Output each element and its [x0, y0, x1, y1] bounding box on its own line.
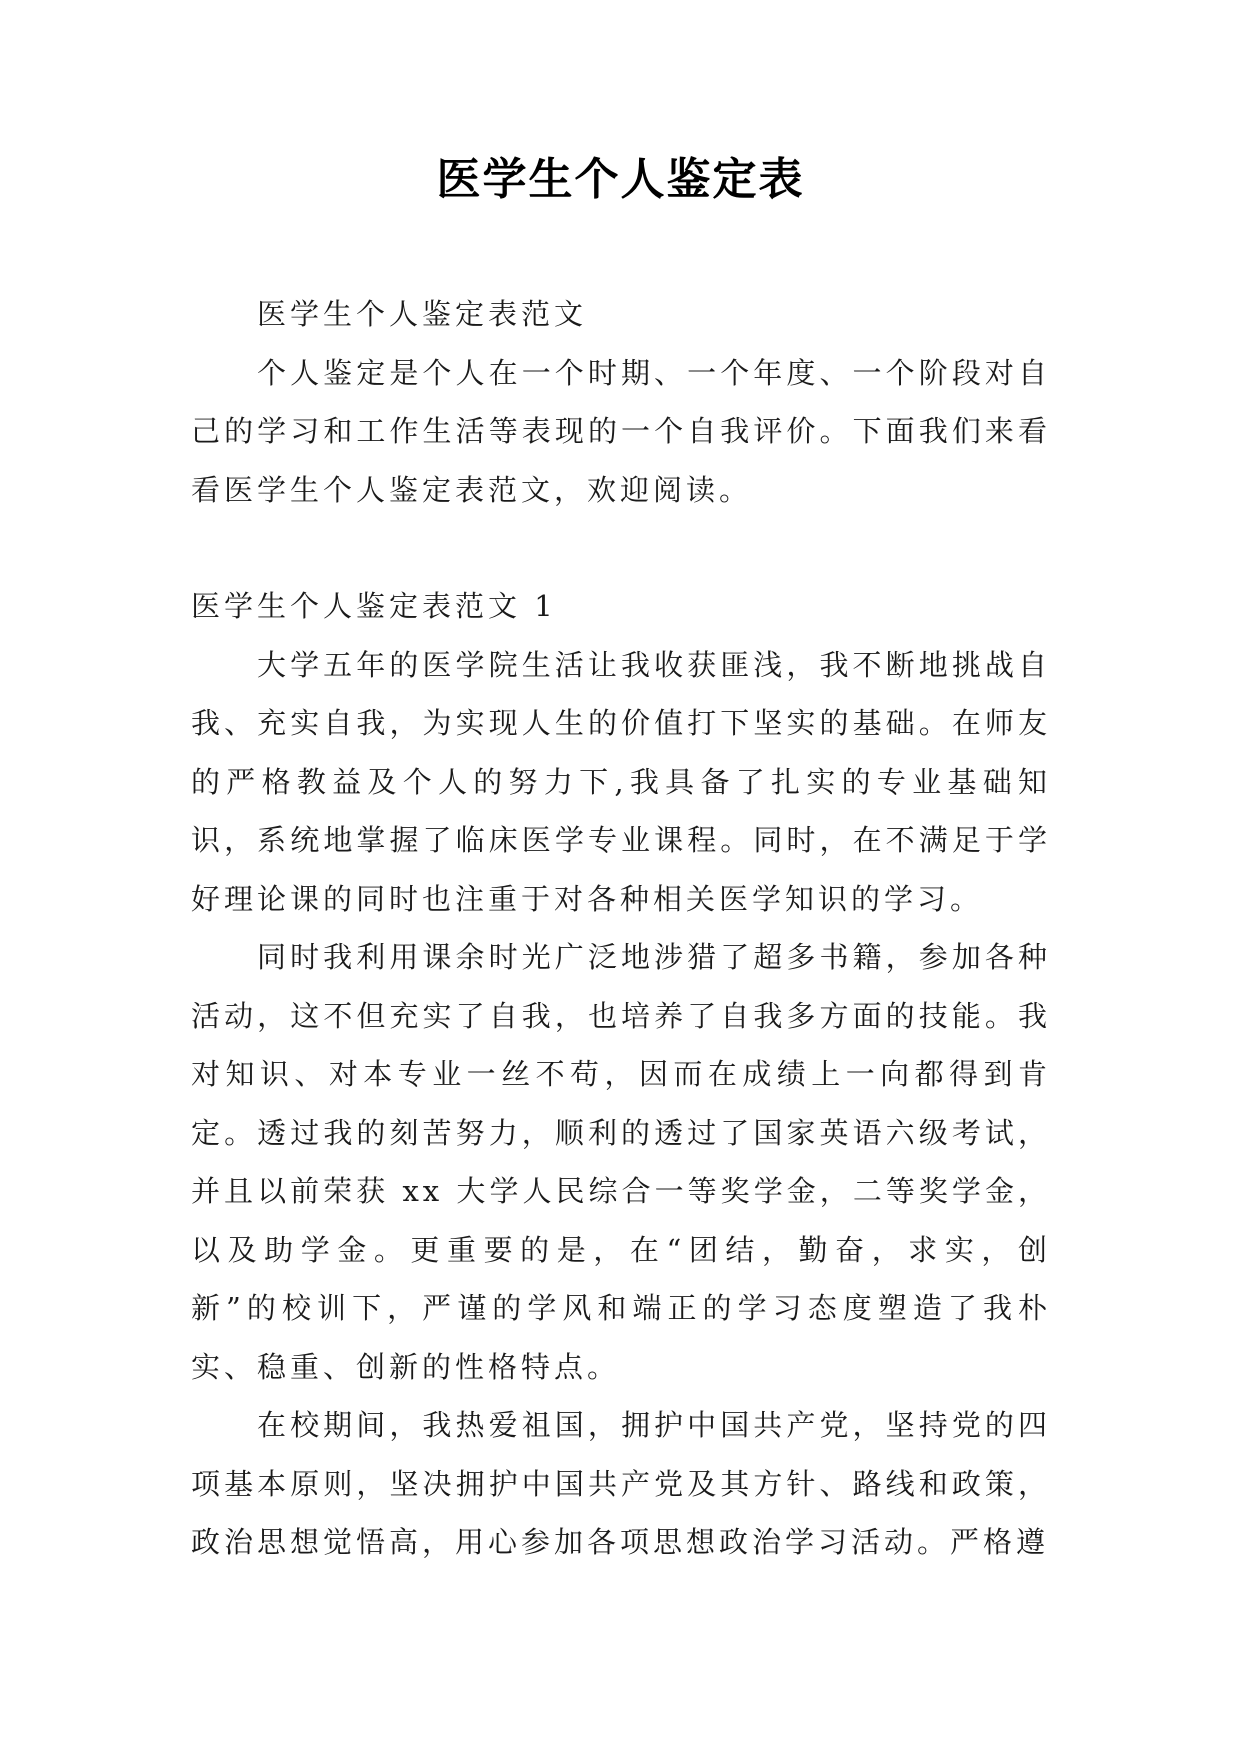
intro-paragraph: 个人鉴定是个人在一个时期、一个年度、一个阶段对自己的学习和工作生活等表现的一个自我评价。下面我们来看看医学生个人鉴定表范文，欢迎阅读。	[191, 355, 1051, 507]
body-paragraph-1: 大学五年的医学院生活让我收获匪浅，我不断地挑战自我、充实自我，为实现人生的价值打下坚实的基础。在师友的严格教益及个人的努力下,我具备了扎实的专业基础知识，系统地掌握了临床医学专业课程。同时，在不满足于学好理论课的同时也注重于对各种相关医学知识的学习。	[191, 647, 1051, 916]
document-title: 医学生个人鉴定表	[436, 154, 805, 205]
body-paragraph-3: 在校期间，我热爱祖国，拥护中国共产党，坚持党的四项基本原则，坚决拥护中国共产党及其方针、路线和政策，政治思想觉悟高，用心参加各项思想政治学习活动。严格遵	[191, 1408, 1051, 1559]
section-heading: 医学生个人鉴定表范文 1	[191, 589, 557, 623]
paragraph-spacer	[191, 519, 1051, 577]
body-paragraph-2: 同时我利用课余时光广泛地涉猎了超多书籍，参加各种活动，这不但充实了自我，也培养了自我多方面的技能。我对知识、对本专业一丝不苟，因而在成绩上一向都得到肯定。透过我的刻苦努力，顺利的透过了国家英语六级考试，并且以前荣获 xx 大学人民综合一等奖学金，二等奖学金，以及助学金。更重要的是，在“团结，勤奋，求实，创新”的校训下，严谨的学风和端正的学习态度塑造了我朴实、稳重、创新的性格特点。	[191, 940, 1051, 1384]
document-body	[191, 285, 1051, 1572]
subtitle-line: 医学生个人鉴定表范文	[257, 297, 588, 331]
